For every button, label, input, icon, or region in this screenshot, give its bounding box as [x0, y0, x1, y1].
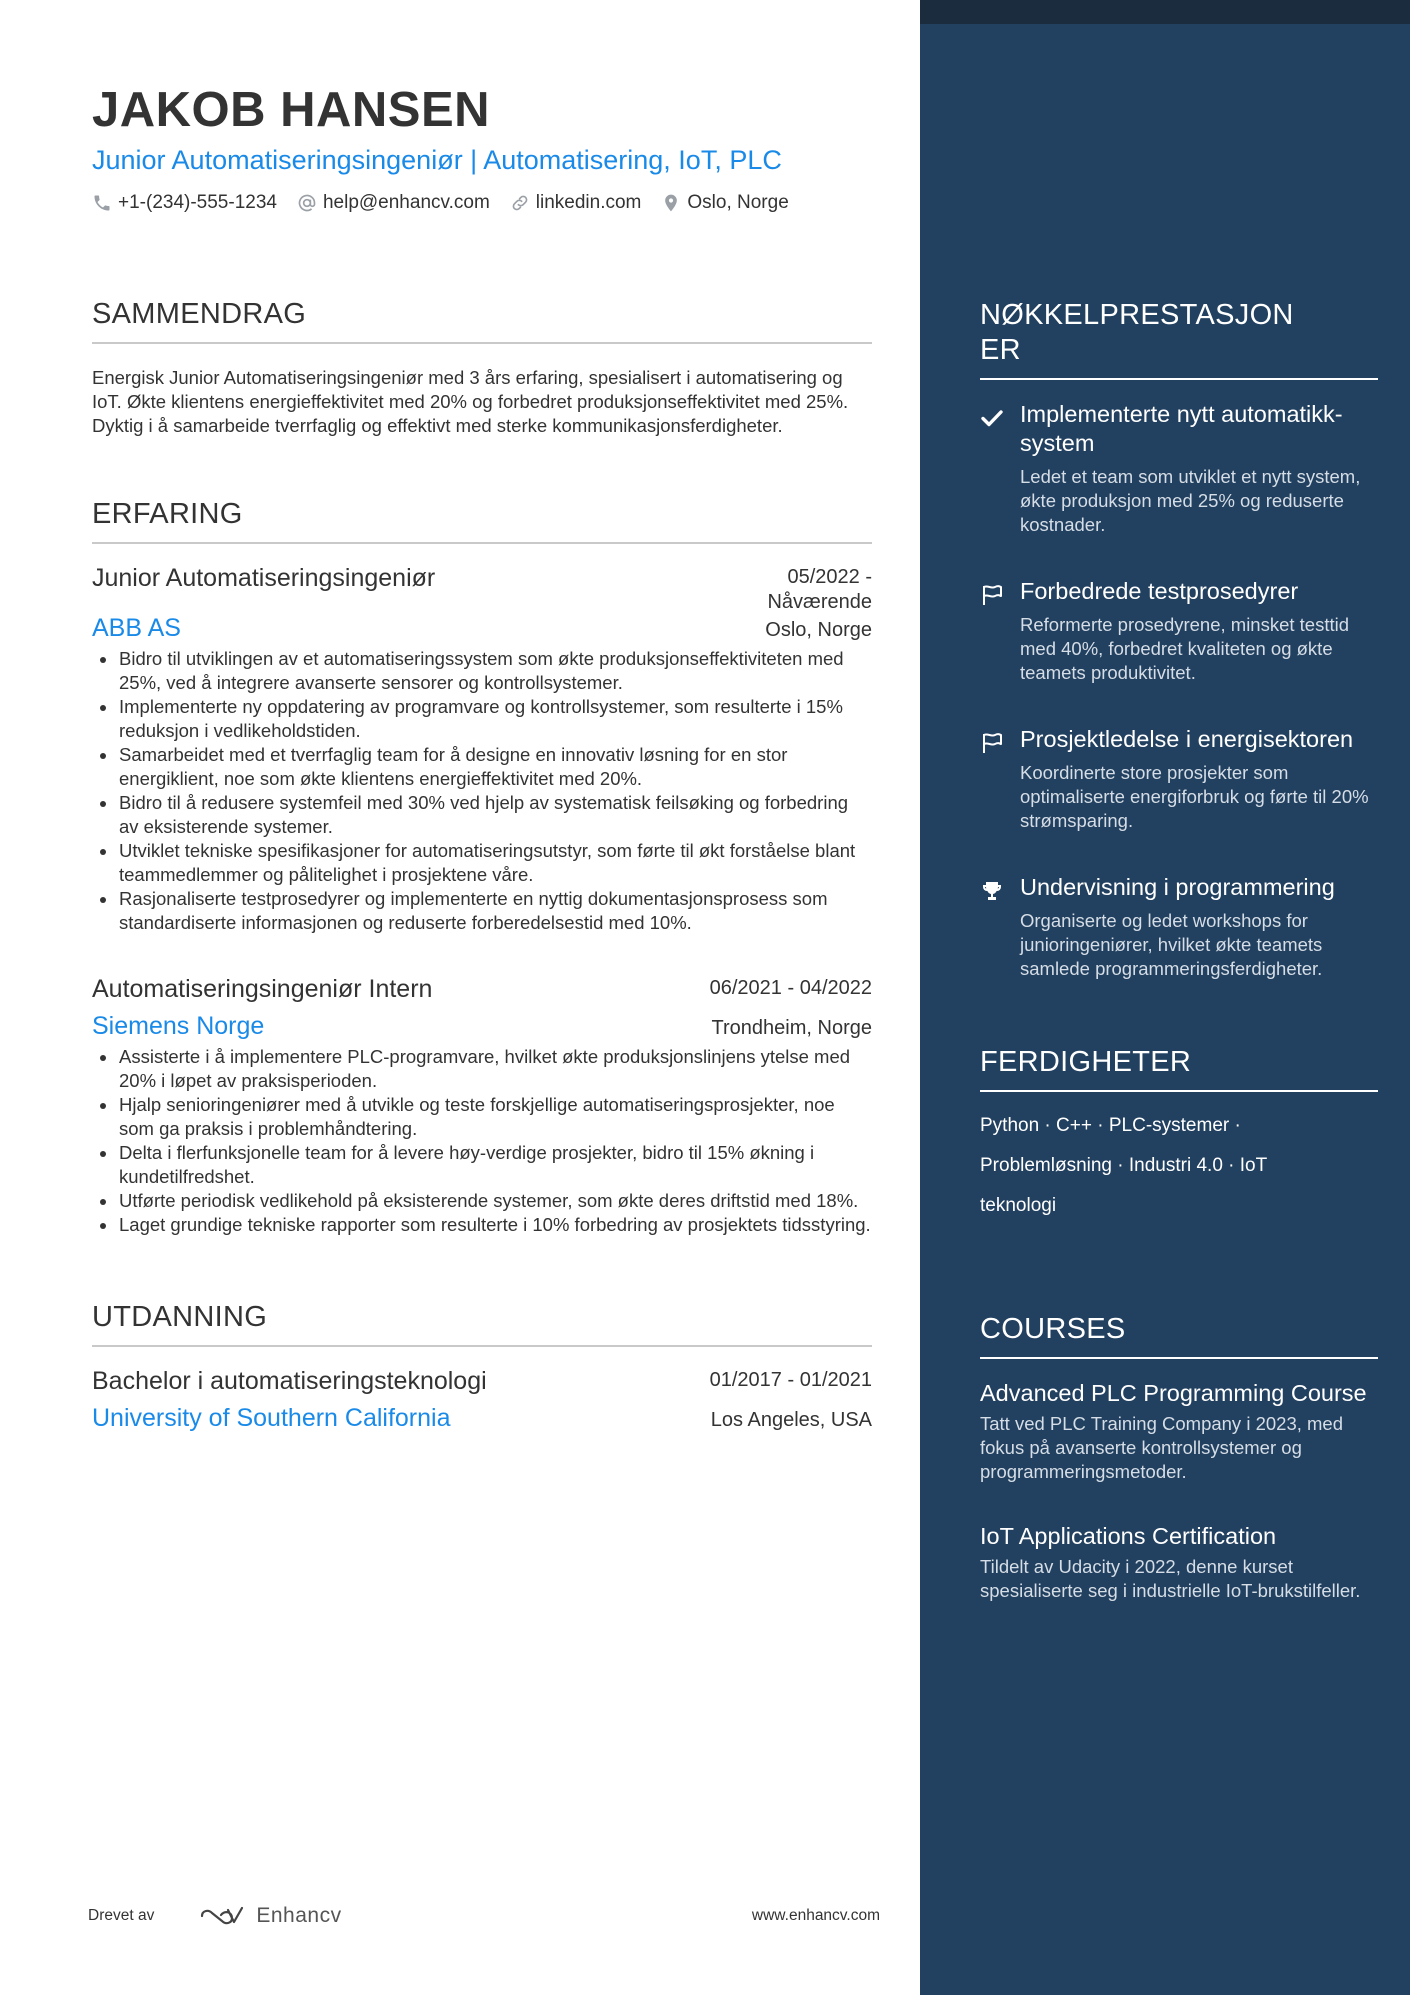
achievement-item	[980, 400, 1378, 537]
achievement-title: Forbedrede testprosedyrer	[1020, 578, 1299, 604]
candidate-tagline: Junior Automatiseringsingeniør | Automatisering, IoT, PLC	[92, 145, 782, 175]
at-icon	[297, 193, 317, 213]
achievement-title: Implementerte nytt automatikk-system	[1020, 401, 1343, 456]
section-divider	[980, 1357, 1378, 1359]
education-school: University of Southern California	[92, 1404, 451, 1432]
section-divider	[980, 1090, 1378, 1092]
job-date: 06/2021 - 04/2022	[709, 977, 872, 999]
list-item: Bidro til utviklingen av et automatiseringssystem som økte produksjonseffektiviteten med 25%, ved å integrere avanserte sensorer og kontrollsystemer.	[92, 647, 872, 695]
education-section	[92, 1299, 872, 1433]
list-item: Utviklet tekniske spesifikasjoner for automatiseringsutstyr, som førte til økt forståelse blant teammedlemmer og pålitelighet i prosjektene våre.	[92, 839, 872, 887]
list-item: Utførte periodisk vedlikehold på eksisterende systemer, som økte deres driftstid med 18%.	[92, 1189, 872, 1213]
enhancv-logo[interactable]	[198, 1904, 341, 1928]
contact-email[interactable]	[297, 192, 490, 214]
summary-heading: SAMMENDRAG	[92, 298, 307, 330]
skill-item: Problemløsning	[980, 1155, 1112, 1176]
job-title: Junior Automatiseringsingeniør	[92, 564, 436, 592]
check-icon	[980, 406, 1004, 430]
candidate-name: JAKOB HANSEN	[92, 83, 491, 137]
job-company: ABB AS	[92, 614, 181, 642]
course-title: Advanced PLC Programming Course	[980, 1380, 1367, 1406]
summary-section	[92, 296, 872, 438]
contact-phone-text: +1-(234)-555-1234	[118, 192, 277, 213]
achievement-item	[980, 873, 1378, 981]
list-item: Assisterte i å implementere PLC-programvare, hvilket økte produksjonslinjens ytelse med 20% i løpet av praksisperioden.	[92, 1045, 872, 1093]
course-item	[980, 1379, 1378, 1484]
skills-heading: FERDIGHETER	[980, 1046, 1192, 1078]
list-item: Laget grundige tekniske rapporter som resulterte i 10% forbedring av prosjektets tidsstyring.	[92, 1213, 872, 1237]
job-bullets	[92, 647, 872, 935]
courses-heading: COURSES	[980, 1313, 1126, 1345]
list-item: Bidro til å redusere systemfeil med 30% ved hjelp av systematisk feilsøking og forbedring av eksisterende systemer.	[92, 791, 872, 839]
achievement-item	[980, 577, 1378, 685]
course-desc: Tatt ved PLC Training Company i 2023, med fokus på avanserte kontrollsystemer og programmeringsmetoder.	[980, 1413, 1343, 1482]
job-title: Automatiseringsingeniør Intern	[92, 975, 433, 1003]
section-divider	[92, 342, 872, 344]
skills-list: Python · C++ · PLC-systemer · Problemløsning · Industri 4.0 · IoT teknologi	[980, 1115, 1267, 1216]
education-heading: UTDANNING	[92, 1301, 268, 1333]
enhancv-logo-icon	[198, 1904, 246, 1928]
skills-section	[980, 1045, 1378, 1226]
achievement-title: Undervisning i programmering	[1020, 874, 1335, 900]
location-pin-icon	[661, 193, 681, 213]
list-item: Samarbeidet med et tverrfaglig team for å designe en innovativ løsning for en stor energiklient, noe som økte klientens energieffektivitet med 20%.	[92, 743, 872, 791]
sidebar	[920, 0, 1410, 1995]
job-bullets	[92, 1045, 872, 1237]
skill-item: C++	[1056, 1115, 1092, 1136]
contact-location	[661, 192, 788, 214]
sidebar-top-bar	[920, 0, 1410, 24]
contact-email-text: help@enhancv.com	[322, 192, 490, 213]
sidebar-content	[980, 298, 1378, 1603]
job-entry	[92, 562, 872, 935]
summary-text: Energisk Junior Automatiseringsingeniør med 3 års erfaring, spesialisert i automatisering og IoT. Økte klientens energieffektivitet med 20% og forbedret produksjonseffektivitet med 25%. Dyktig i å samarbeide tverrfaglig og effektivt med sterke kommunikasjonsferdigheter.	[92, 367, 849, 436]
courses-section	[980, 1312, 1378, 1603]
job-entry	[92, 973, 872, 1237]
course-item	[980, 1522, 1378, 1603]
education-date: 01/2017 - 01/2021	[709, 1369, 872, 1391]
skill-item: Python	[980, 1115, 1040, 1136]
experience-section	[92, 496, 872, 1237]
main-column	[92, 80, 872, 1433]
achievement-item	[980, 725, 1378, 833]
job-date: 05/2022 - Nåværende	[767, 566, 872, 613]
education-location: Los Angeles, USA	[710, 1409, 872, 1431]
job-location: Trondheim, Norge	[711, 1017, 872, 1039]
section-divider	[980, 378, 1378, 380]
trophy-icon	[980, 879, 1004, 903]
course-desc: Tildelt av Udacity i 2022, denne kurset spesialiserte seg i industrielle IoT-brukstilfeller.	[980, 1556, 1361, 1601]
flag-icon	[980, 583, 1004, 607]
list-item: Hjalp senioringeniører med å utvikle og teste forskjellige automatiseringsprosjekter, noe som ga praksis i problemhåndtering.	[92, 1093, 872, 1141]
enhancv-logo-text: Enhancv	[256, 1904, 342, 1927]
skill-item: IoT teknologi	[980, 1155, 1267, 1216]
powered-by-label: Drevet av	[88, 1907, 155, 1924]
experience-heading: ERFARING	[92, 498, 243, 530]
achievement-desc: Organiserte og ledet workshops for junioringeniører, hvilket økte teamets samlede programmeringsferdigheter.	[1020, 910, 1323, 979]
list-item: Rasjonaliserte testprosedyrer og implementerte en nyttig dokumentasjonsprosess som standardiserte informasjonen og reduserte forberedelsestid med 10%.	[92, 887, 872, 935]
job-location: Oslo, Norge	[765, 619, 872, 641]
phone-icon	[92, 193, 112, 213]
contact-bar	[92, 192, 872, 214]
flag-icon	[980, 731, 1004, 755]
skill-item: PLC-systemer	[1108, 1115, 1230, 1136]
job-company: Siemens Norge	[92, 1012, 265, 1040]
footer	[88, 1904, 880, 1928]
education-degree: Bachelor i automatiseringsteknologi	[92, 1367, 487, 1395]
achievement-desc: Reformerte prosedyrene, minsket testtid med 40%, forbedret kvaliteten og økte teamets produktivitet.	[1020, 614, 1350, 683]
achievements-heading: NØKKELPRESTASJONER	[980, 299, 1294, 366]
section-divider	[92, 542, 872, 544]
website-link[interactable]: www.enhancv.com	[751, 1907, 880, 1924]
link-icon	[510, 193, 530, 213]
contact-linkedin[interactable]	[510, 192, 642, 214]
section-divider	[92, 1345, 872, 1347]
achievement-desc: Koordinerte store prosjekter som optimaliserte energiforbruk og førte til 20% strømsparing.	[1020, 762, 1369, 831]
course-title: IoT Applications Certification	[980, 1523, 1277, 1549]
contact-location-text: Oslo, Norge	[687, 192, 789, 213]
achievements-section	[980, 298, 1378, 981]
education-entry	[92, 1365, 872, 1433]
achievement-desc: Ledet et team som utviklet et nytt system, økte produksjon med 25% og reduserte kostnader.	[1020, 466, 1361, 535]
skill-item: Industri 4.0	[1128, 1155, 1223, 1176]
list-item: Delta i flerfunksjonelle team for å levere høy-verdige prosjekter, bidro til 15% økning i kundetilfredshet.	[92, 1141, 872, 1189]
contact-phone[interactable]	[92, 192, 277, 214]
list-item: Implementerte ny oppdatering av programvare og kontrollsystemer, som resulterte i 15% reduksjon i vedlikeholdstiden.	[92, 695, 872, 743]
contact-linkedin-text: linkedin.com	[535, 192, 642, 213]
achievement-title: Prosjektledelse i energisektoren	[1020, 726, 1354, 752]
